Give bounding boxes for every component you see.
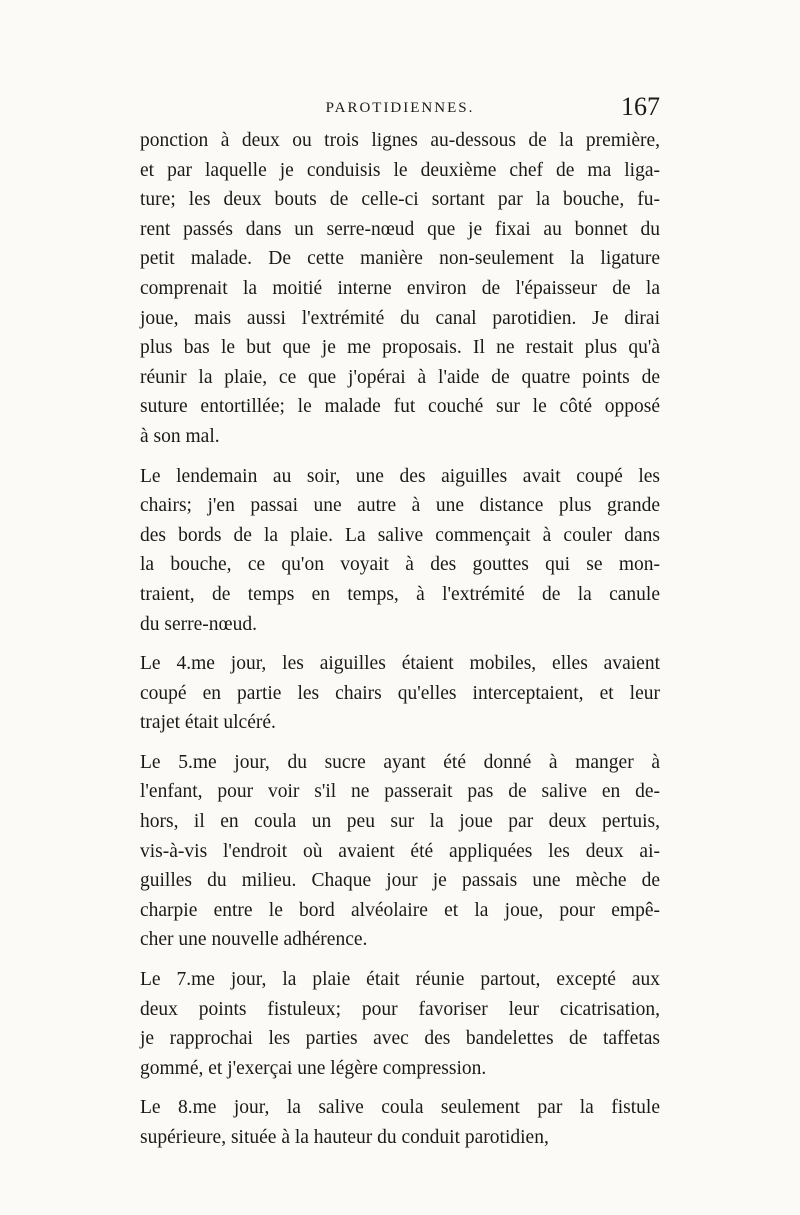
text-line: la bouche, ce qu'on voyait à des gouttes qui se mon- (140, 554, 660, 576)
text-line: joue, mais aussi l'extrémité du canal parotidien. Je dirai (140, 307, 660, 329)
paragraph (140, 1093, 660, 1152)
text-line: à son mal. (140, 425, 220, 447)
text-line: chairs; j'en passai une autre à une distance plus grande (140, 495, 660, 517)
text-line: traient, de temps en temps, à l'extrémité de la canule (140, 583, 660, 605)
text-line: du serre-nœud. (140, 613, 257, 635)
text-line: Le 8.me jour, la salive coula seulement par la fistule (140, 1097, 660, 1119)
text-line: rent passés dans un serre-nœud que je fixai au bonnet du (140, 218, 660, 240)
paragraph-gap (140, 639, 660, 649)
running-title: PAROTIDIENNES. (325, 100, 475, 116)
text-line: l'enfant, pour voir s'il ne passerait pas de salive en de- (140, 781, 660, 803)
text-line: charpie entre le bord alvéolaire et la joue, pour empê- (140, 899, 660, 921)
paragraph-gap (140, 738, 660, 748)
paragraph (140, 126, 660, 452)
paragraph-gap (140, 955, 660, 965)
page-number: 167 (621, 92, 660, 121)
text-line: cher une nouvelle adhérence. (140, 929, 368, 951)
text-line: ture; les deux bouts de celle-ci sortant par la bouche, fu- (140, 189, 660, 211)
text-line: je rapprochai les parties avec des bandelettes de taffetas (140, 1028, 660, 1050)
paragraph-gap (140, 1083, 660, 1093)
text-line: gommé, et j'exerçai une légère compression. (140, 1057, 487, 1079)
paragraph (140, 462, 660, 640)
text-line: comprenait la moitié interne environ de l'épaisseur de la (140, 277, 660, 299)
paragraph (140, 748, 660, 955)
text-line: deux points fistuleux; pour favoriser leur cicatrisation, (140, 998, 660, 1020)
text-line: plus bas le but que je me proposais. Il ne restait plus qu'à (140, 337, 660, 359)
text-line: guilles du milieu. Chaque jour je passais une mèche de (140, 870, 660, 892)
running-head (140, 92, 660, 128)
text-line: Le lendemain au soir, une des aiguilles avait coupé les (140, 465, 660, 487)
paragraph (140, 649, 660, 738)
paragraph (140, 965, 660, 1083)
text-line: réunir la plaie, ce que j'opérai à l'aide de quatre points de (140, 366, 660, 388)
text-line: supérieure, située à la hauteur du conduit parotidien, (140, 1127, 549, 1148)
body-text (140, 126, 660, 1153)
text-line: ponction à deux ou trois lignes au-dessous de la première, (140, 130, 660, 151)
text-line: Le 7.me jour, la plaie était réunie partout, excepté aux (140, 969, 660, 991)
text-line: Le 5.me jour, du sucre ayant été donné à manger à (140, 751, 660, 773)
text-line: et par laquelle je conduisis le deuxième chef de ma liga- (140, 159, 660, 181)
text-line: hors, il en coula un peu sur la joue par deux pertuis, (140, 811, 660, 833)
text-line: suture entortillée; le malade fut couché sur le côté opposé (140, 396, 660, 418)
text-line: des bords de la plaie. La salive commençait à couler dans (140, 524, 660, 546)
text-line: trajet était ulcéré. (140, 712, 276, 734)
text-line: vis-à-vis l'endroit où avaient été appliquées les deux ai- (140, 840, 660, 862)
paragraph-gap (140, 452, 660, 462)
text-line: Le 4.me jour, les aiguilles étaient mobiles, elles avaient (140, 653, 660, 675)
text-line: coupé en partie les chairs qu'elles interceptaient, et leur (140, 682, 660, 704)
text-line: petit malade. De cette manière non-seulement la ligature (140, 248, 660, 270)
